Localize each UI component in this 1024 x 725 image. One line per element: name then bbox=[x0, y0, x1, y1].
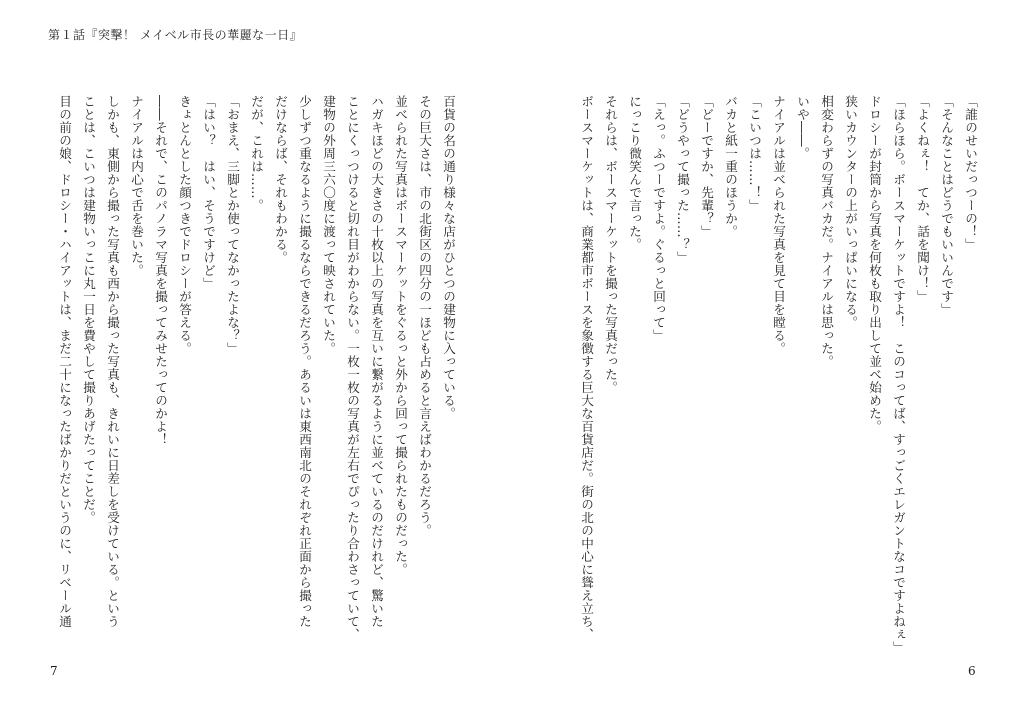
text-line: 「よくねぇ！ てか、話を聞け！」 bbox=[915, 95, 930, 303]
text-line: それらは、ボースマーケットを撮った写真だった。 bbox=[603, 95, 618, 394]
text-line: しかも、東側から撮った写真も西から撮った写真も、きれいに日差しを受けている。という bbox=[105, 95, 120, 628]
page-number-left: 7 bbox=[50, 664, 58, 678]
text-line: 「誰のせいだっつーの！」 bbox=[963, 95, 978, 251]
text-line: 「えっ。ふつーですよ。ぐるっと回って」 bbox=[651, 95, 666, 342]
running-head-title: 第１話『突撃！ メイベル市長の華麗な一日』 bbox=[48, 28, 303, 42]
text-line: 狭いカウンターの上がいっぱいになる。 bbox=[843, 95, 858, 329]
text-line: 少しずつ重なるように撮るならできるだろう。あるいは東西南北のそれぞれ正面から撮った bbox=[297, 95, 312, 628]
text-line: 「そんなことはどうでもいいんです」 bbox=[939, 95, 954, 316]
text-line: 「どうやって撮った……？」 bbox=[675, 95, 690, 264]
text-line: ハガキほどの大きさの十枚以上の写真を互いに繋がるように並べているのだけれど、驚いた bbox=[369, 95, 384, 628]
text-line: いや――。 bbox=[795, 95, 810, 160]
page-number-right: 6 bbox=[968, 664, 976, 678]
text-line: その巨大さは、市の北街区の四分の一ほども占めると言えばわかるだろう。 bbox=[417, 95, 432, 537]
body-text-left bbox=[45, 95, 460, 655]
body-text-right bbox=[562, 95, 982, 655]
text-line: 「どーですか、先輩？」 bbox=[699, 95, 714, 238]
page-right bbox=[512, 0, 1024, 725]
text-line: きょとんとした顔つきでドロシーが答える。 bbox=[177, 95, 192, 355]
text-line: ナイアルは並べられた写真を見て目を瞠る。 bbox=[771, 95, 786, 355]
text-line: 並べられた写真はボースマーケットをぐるっと外から回って撮られたものだった。 bbox=[393, 95, 408, 576]
text-line: ことにくっつけると切れ目がわからない。一枚一枚の写真が左右でぴったり合わさっていて、 bbox=[345, 95, 360, 641]
text-line: 「こいつは……！」 bbox=[747, 95, 762, 212]
text-line: 「はい？ はい、そうですけど」 bbox=[201, 95, 216, 290]
text-line: だが、これは……。 bbox=[249, 95, 264, 212]
text-line: ナイアルは内心で舌を巻いた。 bbox=[129, 95, 144, 277]
text-line: 「おまえ、三脚とか使ってなかったよな？」 bbox=[225, 95, 240, 355]
text-line: ことは、こいつは建物いっこに丸一日を費やして撮りあげたってことだ。 bbox=[81, 95, 96, 524]
text-line: ドロシーが封筒から写真を何枚も取り出して並べ始めた。 bbox=[867, 95, 882, 433]
text-line: にっこり微笑んで言った。 bbox=[627, 95, 642, 251]
text-line: 百貨の名の通り様々な店がひとつの建物に入っている。 bbox=[441, 95, 456, 420]
text-line: ――それで、このパノラマ写真を撮ってみせたってのかよ！ bbox=[153, 95, 168, 446]
text-line: バカと紙一重のほうか。 bbox=[723, 95, 738, 238]
text-line: ボースマーケットは、商業都市ボースを象徴する巨大な百貨店だ。街の北の中心に聳え立ち、 bbox=[579, 95, 594, 641]
text-line: 建物の外周三六〇度に渡って映されていた。 bbox=[321, 95, 336, 355]
text-line: 目の前の娘、ドロシー・ハイアットは、まだ二十になったばかりだというのに、リベール通 bbox=[57, 95, 72, 628]
text-line: 「ほらほら。ボースマーケットですよ！ このコってば、すっごくエレガントなコですよねぇ」 bbox=[891, 95, 906, 654]
text-line: 相変わらずの写真バカだ。ナイアルは思った。 bbox=[819, 95, 834, 368]
text-line: だけならば、それもわかる。 bbox=[273, 95, 288, 264]
